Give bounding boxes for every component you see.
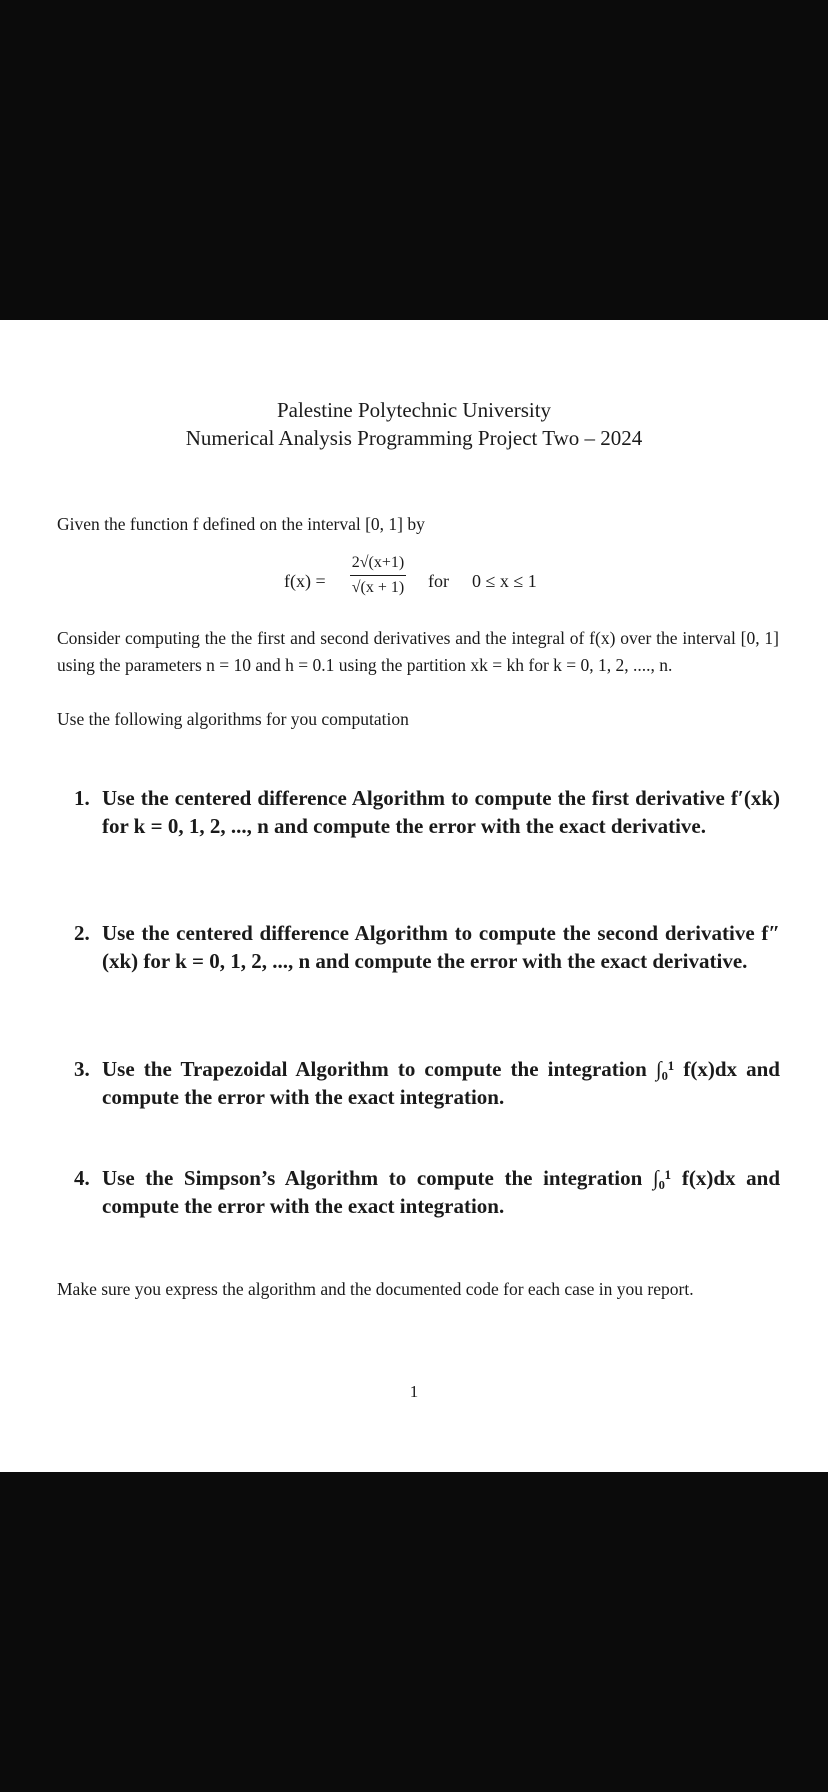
equation-range: 0 ≤ x ≤ 1 xyxy=(472,571,537,591)
document-header xyxy=(0,396,828,452)
university-name: Palestine Polytechnic University xyxy=(276,398,552,422)
equation-for: for xyxy=(428,571,449,591)
equation-lhs: f(x) = xyxy=(284,571,326,591)
item-text: Use the centered difference Algorithm to compute the first derivative f′(xk) for k = 0, 1, 2, ..., n and compute the error with the exact derivative. xyxy=(102,786,780,838)
equation-denominator: √(x + 1) xyxy=(351,579,405,596)
page-number: 1 xyxy=(409,1382,419,1401)
list-item xyxy=(74,1164,780,1220)
item-text: Use the Trapezoidal Algorithm to compute the integration ∫₀¹ f(x)dx and compute the error with the exact integration. xyxy=(102,1057,780,1109)
use-following-paragraph: Use the following algorithms for you computation xyxy=(57,709,409,729)
item-number: 1. xyxy=(74,786,90,810)
item-number: 4. xyxy=(74,1166,90,1190)
list-item xyxy=(74,919,780,975)
item-text: Use the centered difference Algorithm to compute the second derivative f″(xk) for k = 0, 1, 2, ..., n and compute the error with the exact derivative. xyxy=(102,921,780,973)
equation-fraction xyxy=(350,552,406,599)
item-number: 3. xyxy=(74,1057,90,1081)
equation-numerator: 2√(x+1) xyxy=(351,554,405,571)
list-item xyxy=(74,784,780,840)
closing-paragraph: Make sure you express the algorithm and the documented code for each case in you report. xyxy=(57,1279,694,1299)
item-number: 2. xyxy=(74,921,90,945)
intro-paragraph: Given the function f defined on the interval [0, 1] by xyxy=(57,514,425,534)
fraction-bar xyxy=(350,575,406,576)
list-item xyxy=(74,1055,780,1111)
item-text: Use the Simpson’s Algorithm to compute the integration ∫₀¹ f(x)dx and compute the error with the exact integration. xyxy=(102,1166,780,1218)
consider-paragraph: Consider computing the the first and second derivatives and the integral of f(x) over the interval [0, 1] using the parameters n = 10 and h = 0.1 using the partition xk = kh for k = 0, 1, 2, ...., n. xyxy=(57,628,779,675)
project-title: Numerical Analysis Programming Project Two – 2024 xyxy=(185,426,643,450)
document-page xyxy=(0,320,828,1472)
